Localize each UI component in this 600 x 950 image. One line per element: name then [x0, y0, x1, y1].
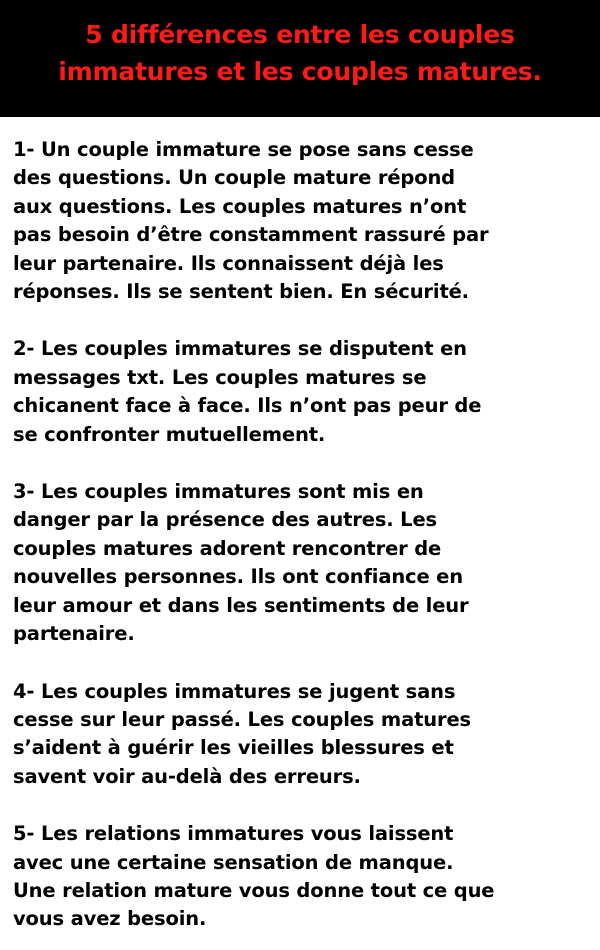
difference-item-1 [13, 136, 593, 306]
item-5-line-1: 5- Les relations immatures vous laissent [13, 822, 454, 846]
title-line-1: 5 différences entre les couples [85, 20, 515, 49]
item-1-line-4: pas besoin d’être constamment rassuré par [13, 223, 489, 247]
item-4-line-4: savent voir au-delà des erreurs. [13, 764, 361, 788]
item-3-line-2: danger par la présence des autres. Les [13, 508, 437, 532]
item-2-line-3: chicanent face à face. Ils n’ont pas peur de [13, 394, 482, 418]
item-4-line-1: 4- Les couples immatures se jugent sans [13, 679, 456, 703]
differences-list [13, 136, 593, 950]
item-5-line-2: avec une certaine sensation de manque. [13, 850, 454, 874]
item-1-line-2: des questions. Un couple mature répond [13, 166, 455, 190]
item-3-line-1: 3- Les couples immatures sont mis en [13, 480, 424, 504]
difference-item-2 [13, 335, 593, 449]
item-1-line-6: réponses. Ils se sentent bien. En sécurité. [13, 280, 469, 304]
difference-item-3 [13, 478, 593, 648]
item-3-line-4: nouvelles personnes. Ils ont confiance en [13, 565, 463, 589]
item-1-line-5: leur partenaire. Ils connaissent déjà les [13, 251, 444, 275]
item-2-line-4: se confronter mutuellement. [13, 422, 326, 446]
item-3-line-5: leur amour et dans les sentiments de leur [13, 593, 469, 617]
item-1-line-1: 1- Un couple immature se pose sans cesse [13, 138, 474, 161]
item-2-line-1: 2- Les couples immatures se disputent en [13, 337, 467, 361]
title-banner [0, 0, 600, 117]
item-3-line-3: couples matures adorent rencontrer de [13, 536, 442, 560]
item-5-line-3: Une relation mature vous donne tout ce que [13, 878, 495, 902]
title-line-2: immatures et les couples matures. [58, 57, 542, 86]
item-2-line-2: messages txt. Les couples matures se [13, 365, 427, 389]
item-3-line-6: partenaire. [13, 622, 135, 646]
item-5-line-4: vous avez besoin. [13, 907, 207, 931]
difference-item-4 [13, 678, 593, 792]
item-4-line-2: cesse sur leur passé. Les couples matures [13, 707, 471, 731]
difference-item-5 [13, 820, 593, 934]
item-1-line-3: aux questions. Les couples matures n’ont [13, 194, 467, 218]
item-4-line-3: s’aident à guérir les vieilles blessures et [13, 736, 454, 760]
